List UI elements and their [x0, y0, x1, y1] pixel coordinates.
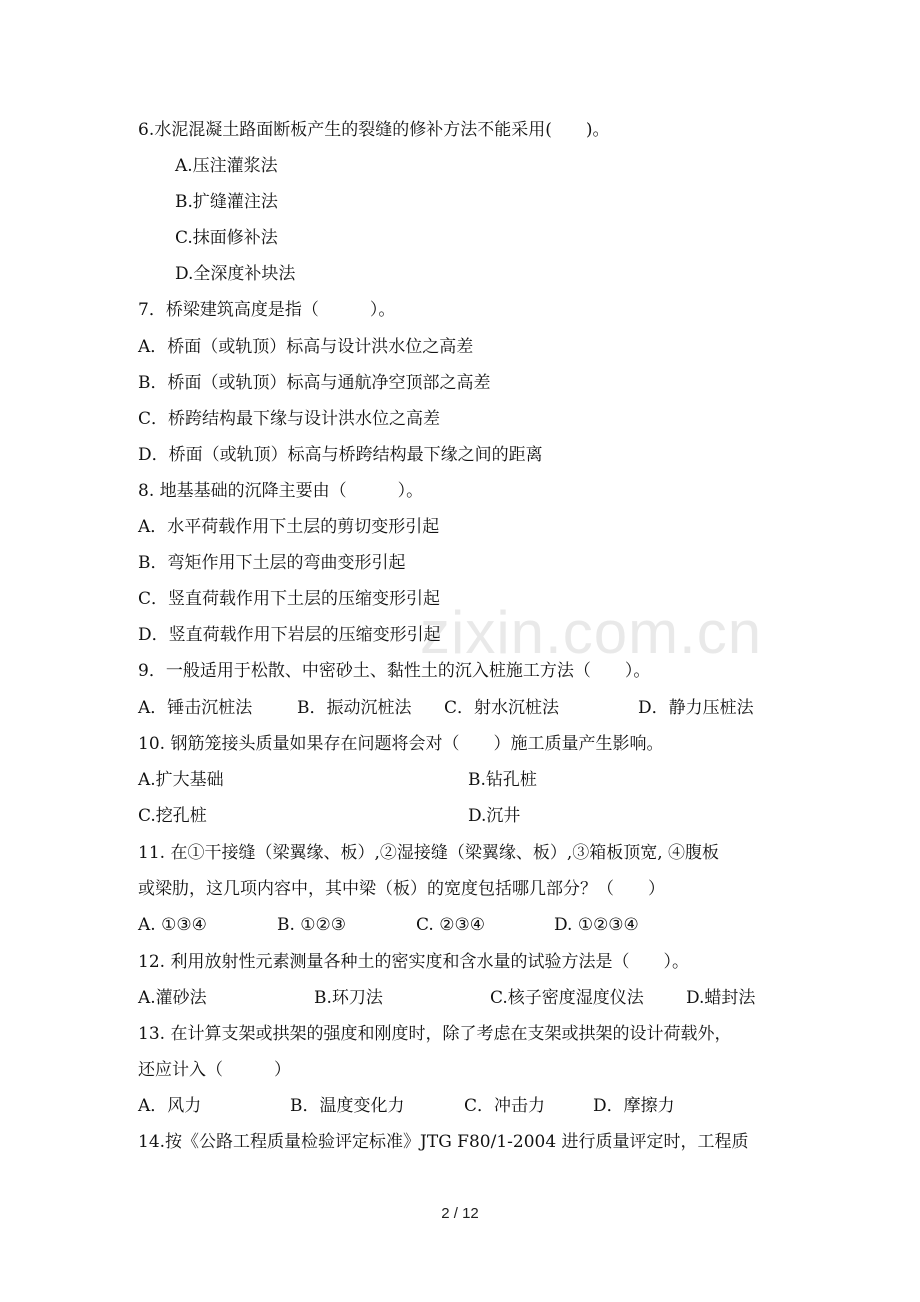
question-13-option-a: A．风力: [138, 1096, 202, 1116]
question-6-stem: 6.水泥混凝土路面断板产生的裂缝的修补方法不能采用( )。: [138, 120, 610, 140]
question-7-option-b: B．桥面（或轨顶）标高与通航净空顶部之高差: [138, 373, 491, 393]
page-number: 2 / 12: [441, 1205, 479, 1222]
question-8-option-b: B．弯矩作用下土层的弯曲变形引起: [138, 553, 406, 573]
question-11-option-d: D. ①②③④: [554, 915, 639, 935]
question-13-option-b: B．温度变化力: [290, 1096, 405, 1116]
question-13-option-d: D．摩擦力: [593, 1096, 675, 1116]
question-10-option-a: A.扩大基础: [138, 770, 224, 790]
question-14-stem: 14.按《公路工程质量检验评定标准》JTG F80/1-2004 进行质量评定时，工程质: [138, 1132, 749, 1152]
question-6-option-b: B.扩缝灌注法: [175, 192, 278, 212]
question-13-option-c: C．冲击力: [464, 1096, 546, 1116]
question-11-stem-line-1: 11. 在①干接缝（梁翼缘、板）,②湿接缝（梁翼缘、板）,③箱板顶宽, ④腹板: [138, 843, 720, 863]
question-8-option-d: D．竖直荷载作用下岩层的压缩变形引起: [138, 625, 441, 645]
question-11-option-b: B. ①②③: [277, 915, 347, 935]
question-10-option-c: C.挖孔桩: [138, 806, 207, 826]
question-13-stem-line-1: 13. 在计算支架或拱架的强度和刚度时，除了考虑在支架或拱架的设计荷载外，: [138, 1024, 732, 1044]
watermark: zixin.com.cn: [420, 599, 763, 666]
question-12-stem: 12. 利用放射性元素测量各种土的密实度和含水量的试验方法是（ ）。: [138, 952, 689, 972]
question-9-stem: 9．一般适用于松散、中密砂土、黏性土的沉入桩施工方法（ ）。: [138, 661, 651, 681]
question-7-stem: 7．桥梁建筑高度是指（ ）。: [138, 300, 396, 320]
question-9-option-c: C．射水沉桩法: [444, 698, 560, 718]
question-10-stem: 10. 钢筋笼接头质量如果存在问题将会对（ ）施工质量产生影响。: [138, 734, 664, 754]
question-13-stem-line-2: 还应计入（ ）: [138, 1060, 291, 1080]
question-7-option-a: A．桥面（或轨顶）标高与设计洪水位之高差: [138, 337, 474, 357]
question-9-option-d: D．静力压桩法: [638, 698, 754, 718]
question-11-stem-line-2: 或梁肋，这几项内容中，其中梁（板）的宽度包括哪几部分？（ ）: [138, 879, 665, 899]
question-9-option-a: A．锤击沉桩法: [138, 698, 253, 718]
question-8-stem: 8. 地基基础的沉降主要由（ ）。: [138, 481, 424, 501]
question-7-option-d: D．桥面（或轨顶）标高与桥跨结构最下缘之间的距离: [138, 445, 543, 465]
question-12-option-b: B.环刀法: [314, 988, 383, 1008]
question-6-option-c: C.抹面修补法: [175, 228, 278, 248]
question-8-option-c: C．竖直荷载作用下土层的压缩变形引起: [138, 589, 441, 609]
question-12-option-c: C.核子密度湿度仪法: [490, 988, 644, 1008]
question-10-option-d: D.沉井: [468, 806, 521, 826]
question-7-option-c: C．桥跨结构最下缘与设计洪水位之高差: [138, 409, 441, 429]
question-6-option-d: D.全深度补块法: [175, 264, 296, 284]
question-12-option-a: A.灌砂法: [138, 988, 207, 1008]
question-10-option-b: B.钻孔桩: [468, 770, 537, 790]
question-12-option-d: D.蜡封法: [686, 988, 756, 1008]
question-8-option-a: A．水平荷载作用下土层的剪切变形引起: [138, 517, 440, 537]
question-11-option-a: A. ①③④: [138, 915, 207, 935]
question-6-option-a: A.压注灌浆法: [175, 156, 278, 176]
question-11-option-c: C. ②③④: [416, 915, 485, 935]
question-9-option-b: B．振动沉桩法: [297, 698, 412, 718]
